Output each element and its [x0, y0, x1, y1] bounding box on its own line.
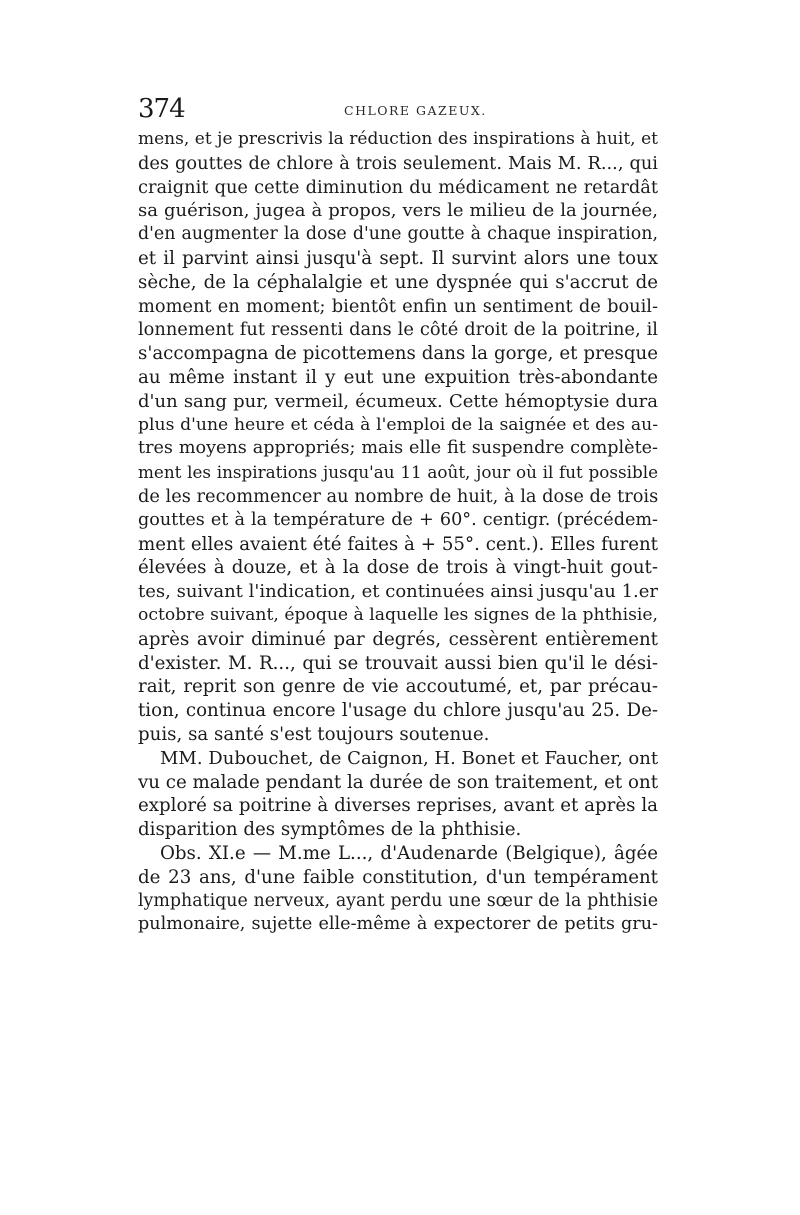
text-line: au même instant il y eut une expuition très-abondante: [138, 366, 658, 388]
text-line: lymphatique nerveux, ayant perdu une sœur de la phthisie: [138, 890, 658, 911]
text-line: élevées à douze, et à la dose de trois à vingt-huit gout-: [138, 557, 658, 579]
text-line: s'accompagna de picottemens dans la gorge, et presque: [138, 343, 658, 365]
text-line: pulmonaire, sujette elle-même à expectorer de petits gru-: [138, 914, 658, 935]
text-line: moment en moment; bientôt enfin un sentiment de bouil-: [138, 295, 658, 317]
text-line: plus d'une heure et céda à l'emploi de la saignée et des au-: [138, 414, 658, 435]
text-line: sèche, de la céphalalgie et une dyspnée qui s'accrut de: [138, 271, 658, 293]
text-line: de les recommencer au nombre de huit, à la dose de trois: [138, 485, 658, 507]
body-text: [138, 128, 658, 937]
running-head: CHLORE GAZEUX.: [344, 103, 487, 118]
text-line: d'en augmenter la dose d'une goutte à chaque inspiration,: [138, 224, 658, 245]
text-line: vu ce malade pendant la durée de son traitement, et ont: [138, 771, 658, 793]
text-line: craignit que cette diminution du médicament ne retardât: [138, 176, 658, 198]
text-line: octobre suivant, époque à laquelle les signes de la phthisie,: [138, 604, 658, 625]
text-line: gouttes et à la température de + 60°. centigr. (précédem-: [138, 509, 658, 530]
text-line: après avoir diminué par degrés, cessèrent entièrement: [138, 628, 658, 650]
page-header: [138, 94, 658, 126]
text-line: de 23 ans, d'une faible constitution, d'un tempérament: [138, 866, 658, 888]
text-line: exploré sa poitrine à diverses reprises, avant et après la: [138, 795, 658, 817]
text-line: disparition des symptômes de la phthisie.: [138, 819, 522, 841]
text-line: lonnement fut ressenti dans le côté droit de la poitrine, il: [138, 319, 658, 341]
text-line: et il parvint ainsi jusqu'à sept. Il survint alors une toux: [138, 247, 658, 269]
page-number: 374: [138, 94, 185, 124]
text-line: tres moyens appropriés; mais elle fit suspendre complète-: [138, 438, 658, 459]
text-line: ment les inspirations jusqu'au 11 août, jour où il fut possible: [138, 462, 658, 483]
text-line: tes, suivant l'indication, et continuées ainsi jusqu'au 1.er: [138, 581, 658, 603]
text-line: Obs. XI.e — M.me L..., d'Audenarde (Belgique), âgée: [160, 842, 658, 864]
text-line: ment elles avaient été faites à + 55°. cent.). Elles furent: [138, 533, 658, 555]
text-line: puis, sa santé s'est toujours soutenue.: [138, 723, 490, 745]
text-line: tion, continua encore l'usage du chlore jusqu'au 25. De-: [138, 700, 658, 722]
text-line: sa guérison, jugea à propos, vers le milieu de la journée,: [138, 200, 658, 222]
text-line: MM. Dubouchet, de Caignon, H. Bonet et Faucher, ont: [160, 747, 658, 769]
text-line: d'exister. M. R..., qui se trouvait aussi bien qu'il le dési-: [138, 652, 658, 674]
text-line: rait, reprit son genre de vie accoutumé, et, par précau-: [138, 676, 658, 698]
text-line: mens, et je prescrivis la réduction des inspirations à huit, et: [138, 129, 658, 149]
text-line: d'un sang pur, vermeil, écumeux. Cette hémoptysie dura: [138, 390, 658, 412]
text-line: des gouttes de chlore à trois seulement. Mais M. R..., qui: [138, 152, 658, 174]
